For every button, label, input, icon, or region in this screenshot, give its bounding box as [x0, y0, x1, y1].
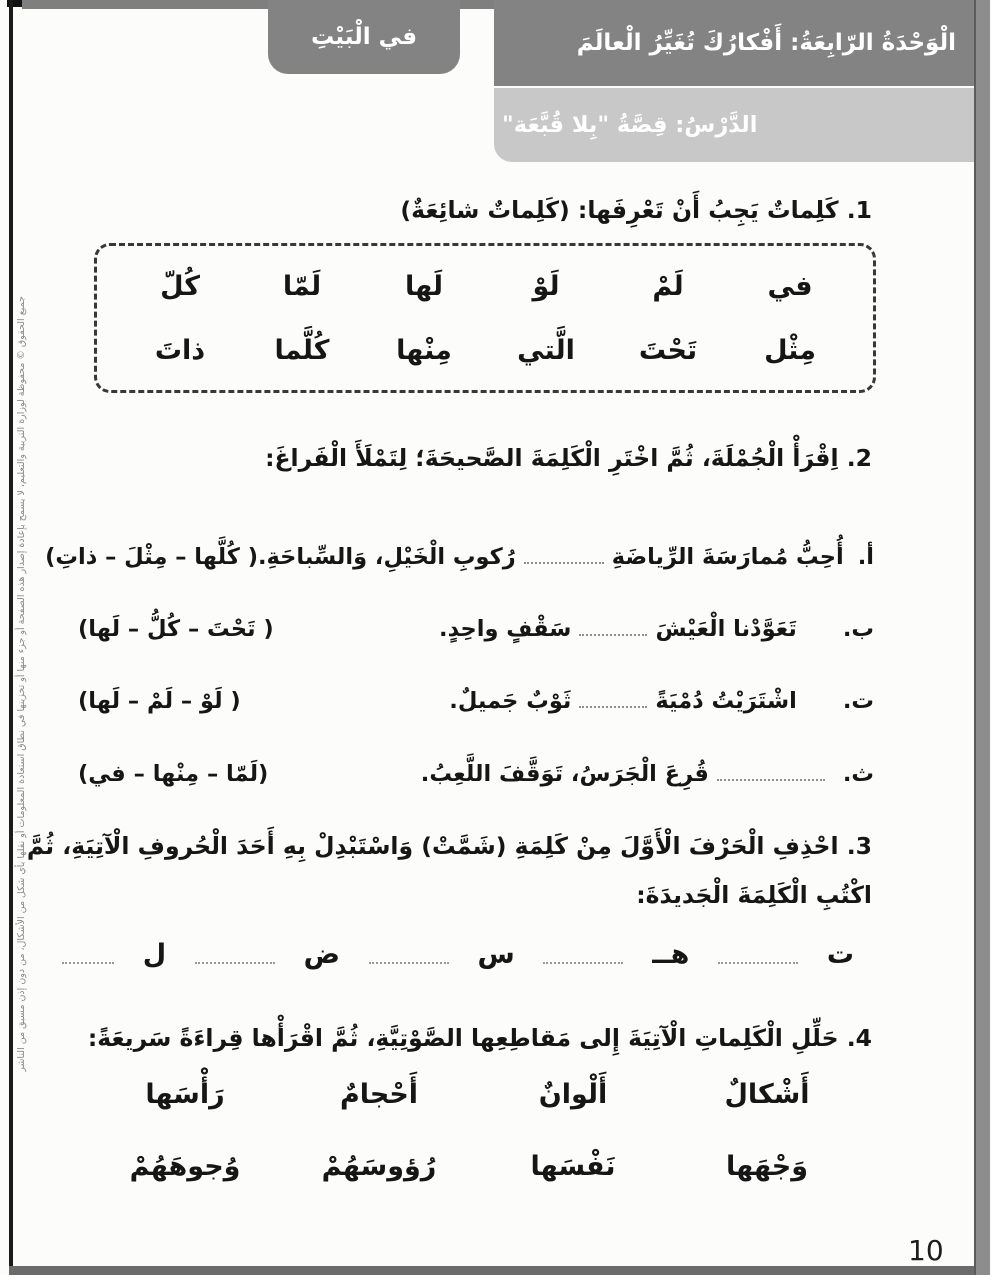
question-row-th — [78, 750, 874, 798]
syllable-word: رَأْسَها — [145, 1079, 225, 1110]
exercise-2-number: 2. — [846, 444, 872, 472]
lesson-title-bar — [494, 88, 974, 162]
unit-title: الْوَحْدَةُ الرّابِعَةُ: أَفْكارُكَ تُغَيِّرُ الْعالَمَ — [576, 30, 956, 56]
exercise-4-number: 4. — [846, 1024, 872, 1052]
page-right-edge-bar — [974, 0, 990, 1275]
choice-group: ( كُلَّها – مِثْلَ – ذاتِ) — [45, 543, 258, 570]
common-word: كُلَّما — [274, 334, 330, 366]
question-sentence — [421, 755, 874, 793]
choice-group: ( تَحْتَ – كُلُّ – لَها) — [78, 615, 274, 642]
sentence-before-blank: أُحِبُّ مُمارَسَةَ الرِّياضَةِ — [611, 543, 844, 570]
dotted-answer-line — [62, 958, 114, 964]
question-row-t — [78, 677, 874, 725]
syllable-word: أَشْكالٌ — [724, 1079, 810, 1110]
syllable-words-grid — [88, 1072, 864, 1190]
page-number: 10 — [908, 1234, 944, 1267]
common-word: لَوْ — [532, 270, 560, 302]
letter-item: ت — [826, 939, 854, 970]
exercise-4-title: حَلِّلِ الْكَلِماتِ الْآتِيَةَ إِلى مَقاطِعِها الصَّوْتِيَّةِ، ثُمَّ اقْرَأْها قِراءَةً سَريعَةً: — [87, 1024, 839, 1052]
exercise-2-heading — [265, 438, 872, 479]
question-sentence — [439, 610, 874, 648]
choice-group: ( لَوْ – لَمْ – لَها) — [78, 687, 241, 714]
question-label: ث. — [842, 760, 874, 787]
question-label: أ. — [857, 543, 874, 570]
dotted-answer-line — [369, 958, 449, 964]
exercise-1-number: 1. — [846, 196, 872, 224]
sentence-after-blank: رُكوبِ الْخَيْلِ، وَالسِّباحَةِ. — [257, 543, 516, 570]
exercise-3-title-line2: اكْتُبِ الْكَلِمَةَ الْجَديدَةَ: — [636, 881, 872, 910]
question-row-b — [78, 605, 874, 653]
dotted-answer-line — [195, 958, 275, 964]
exercise-1-heading — [400, 190, 872, 231]
letter-item: س — [477, 939, 515, 970]
answer-blank — [579, 619, 647, 636]
syllable-word: نَفْسَها — [530, 1150, 616, 1182]
syllable-word: أَلْوانٌ — [538, 1079, 608, 1110]
letter-item: ل — [142, 939, 167, 970]
sentence-after-blank: ثَوْبٌ جَميلٌ. — [449, 687, 572, 714]
answer-blank — [579, 691, 647, 708]
lesson-title: الدَّرْسُ: قِصَّةُ "بِلا قُبَّعَة" — [502, 112, 758, 138]
syllable-word: أَحْجامٌ — [339, 1079, 419, 1110]
unit-title-bar — [494, 0, 974, 86]
common-word: لَها — [404, 270, 444, 302]
question-sentence — [449, 682, 874, 720]
exercise-4-heading — [56, 1018, 872, 1059]
letter-item: ض — [303, 939, 340, 970]
exercise-2-title: اِقْرَأْ الْجُمْلَةَ، ثُمَّ اخْتَرِ الْكَلِمَةَ الصَّحيحَةَ؛ لِتَمْلَأَ الْفَراغَ: — [265, 444, 839, 472]
common-word: لَمّا — [282, 270, 322, 302]
common-word: تَحْتَ — [638, 334, 698, 366]
common-word: مِثْل — [764, 334, 816, 366]
sentence-before-blank: تَعَوَّدْنا الْعَيْشَ — [655, 615, 797, 642]
answer-blank — [524, 547, 604, 564]
question-label: ب. — [842, 615, 874, 642]
common-word: في — [767, 270, 813, 302]
dotted-answer-line — [543, 958, 623, 964]
syllable-word: رُؤوسَهُمْ — [321, 1150, 437, 1182]
common-word: مِنْها — [396, 334, 452, 366]
page-bottom-strip — [9, 1266, 974, 1275]
question-sentence — [258, 538, 874, 576]
common-word: الَّتي — [517, 334, 575, 366]
sentence-before-blank: اشْتَرَيْتُ دُمْيَةً — [655, 687, 797, 714]
copyright-sidebar: جميع الحقوق © محفوظة لوزارة التربية والتعليم، لا يسمح بإعادة إصدار هذه الصفحة أو جزء منها أو تخزينها في نطاق استعادة المعلومات أو نقلها بأي شكل من الأشكال، من دون إذن مسبق من الناشر — [16, 296, 27, 1072]
common-word: ذاتَ — [154, 334, 206, 366]
syllable-word: وَجْهَها — [725, 1150, 809, 1182]
common-word: كُلّ — [160, 270, 200, 302]
sentence-after-blank: قُرِعَ الْجَرَسُ، تَوَقَّفَ اللَّعِبُ. — [420, 760, 709, 787]
page-left-border — [9, 0, 13, 1275]
home-tab — [268, 0, 460, 74]
replacement-letters-row — [62, 936, 854, 974]
exercise-3-title-line1: 3. احْذِفِ الْحَرْفَ الْأَوَّلَ مِنْ كَلِمَةِ (شَمَّتْ) وَاسْتَبْدِلْ بِهِ أَحَدَ الْحُروفِ الْآتِيَةِ، ثُمَّ — [26, 832, 872, 860]
common-words-box — [94, 243, 876, 393]
letter-item: هــ — [652, 939, 690, 970]
choice-group: (لَمّا – مِنْها – في) — [78, 760, 269, 787]
home-tab-label: في الْبَيْتِ — [311, 24, 417, 50]
syllable-word: وُجوهَهُمْ — [129, 1150, 241, 1182]
common-word: لَمْ — [652, 270, 684, 302]
question-row-a — [45, 533, 874, 581]
exercise-3-number: 3. — [846, 832, 872, 860]
dotted-answer-line — [718, 958, 798, 964]
exercise-1-title: كَلِماتٌ يَجِبُ أَنْ تَعْرِفَها: (كَلِماتٌ شائِعَةٌ) — [400, 196, 839, 224]
exercise-3-heading — [26, 826, 872, 916]
answer-blank — [717, 764, 825, 781]
sentence-after-blank: سَقْفٍ واحِدٍ. — [439, 615, 572, 642]
question-label: ت. — [842, 687, 874, 714]
